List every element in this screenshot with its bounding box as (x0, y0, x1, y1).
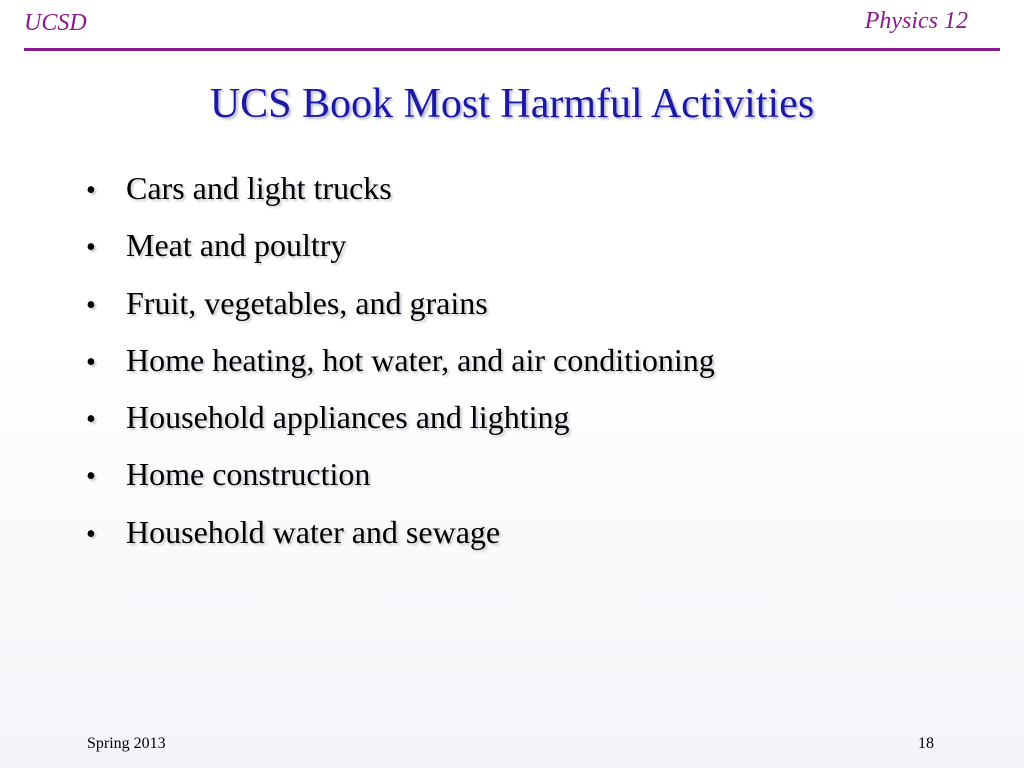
bullet-list (86, 170, 715, 571)
bullet-item (86, 227, 715, 284)
slide-title: UCS Book Most Harmful Activities (209, 81, 815, 127)
bullet-text: Cars and light trucks (126, 170, 392, 206)
bullet-text: Fruit, vegetables, and grains (126, 284, 488, 321)
bullet-text: Home heating, hot water, and air conditioning (126, 341, 715, 378)
bullet-icon: • (86, 404, 96, 436)
bullet-text: Meat and poultry (126, 227, 347, 264)
bullet-text: Household water and sewage (126, 513, 501, 550)
bullet-item (86, 285, 715, 342)
bullet-icon: • (86, 346, 96, 378)
footer-term: Spring 2013 (87, 735, 166, 752)
course-org-label: UCSD (24, 10, 87, 36)
page-number: 18 (918, 735, 934, 752)
bullet-text: Home construction (126, 456, 371, 493)
bullet-icon: • (86, 232, 96, 264)
course-name-label: Physics 12 (864, 8, 968, 34)
bullet-item (86, 342, 715, 399)
bullet-icon: • (86, 518, 96, 550)
bullet-icon: • (86, 461, 96, 493)
bullet-item (86, 399, 715, 456)
header-divider (24, 48, 1000, 51)
bullet-item (86, 170, 715, 227)
bullet-icon: • (86, 175, 96, 206)
bullet-item (86, 514, 715, 571)
bullet-item (86, 456, 715, 513)
bullet-text: Household appliances and lighting (126, 399, 570, 436)
bullet-icon: • (86, 289, 96, 321)
